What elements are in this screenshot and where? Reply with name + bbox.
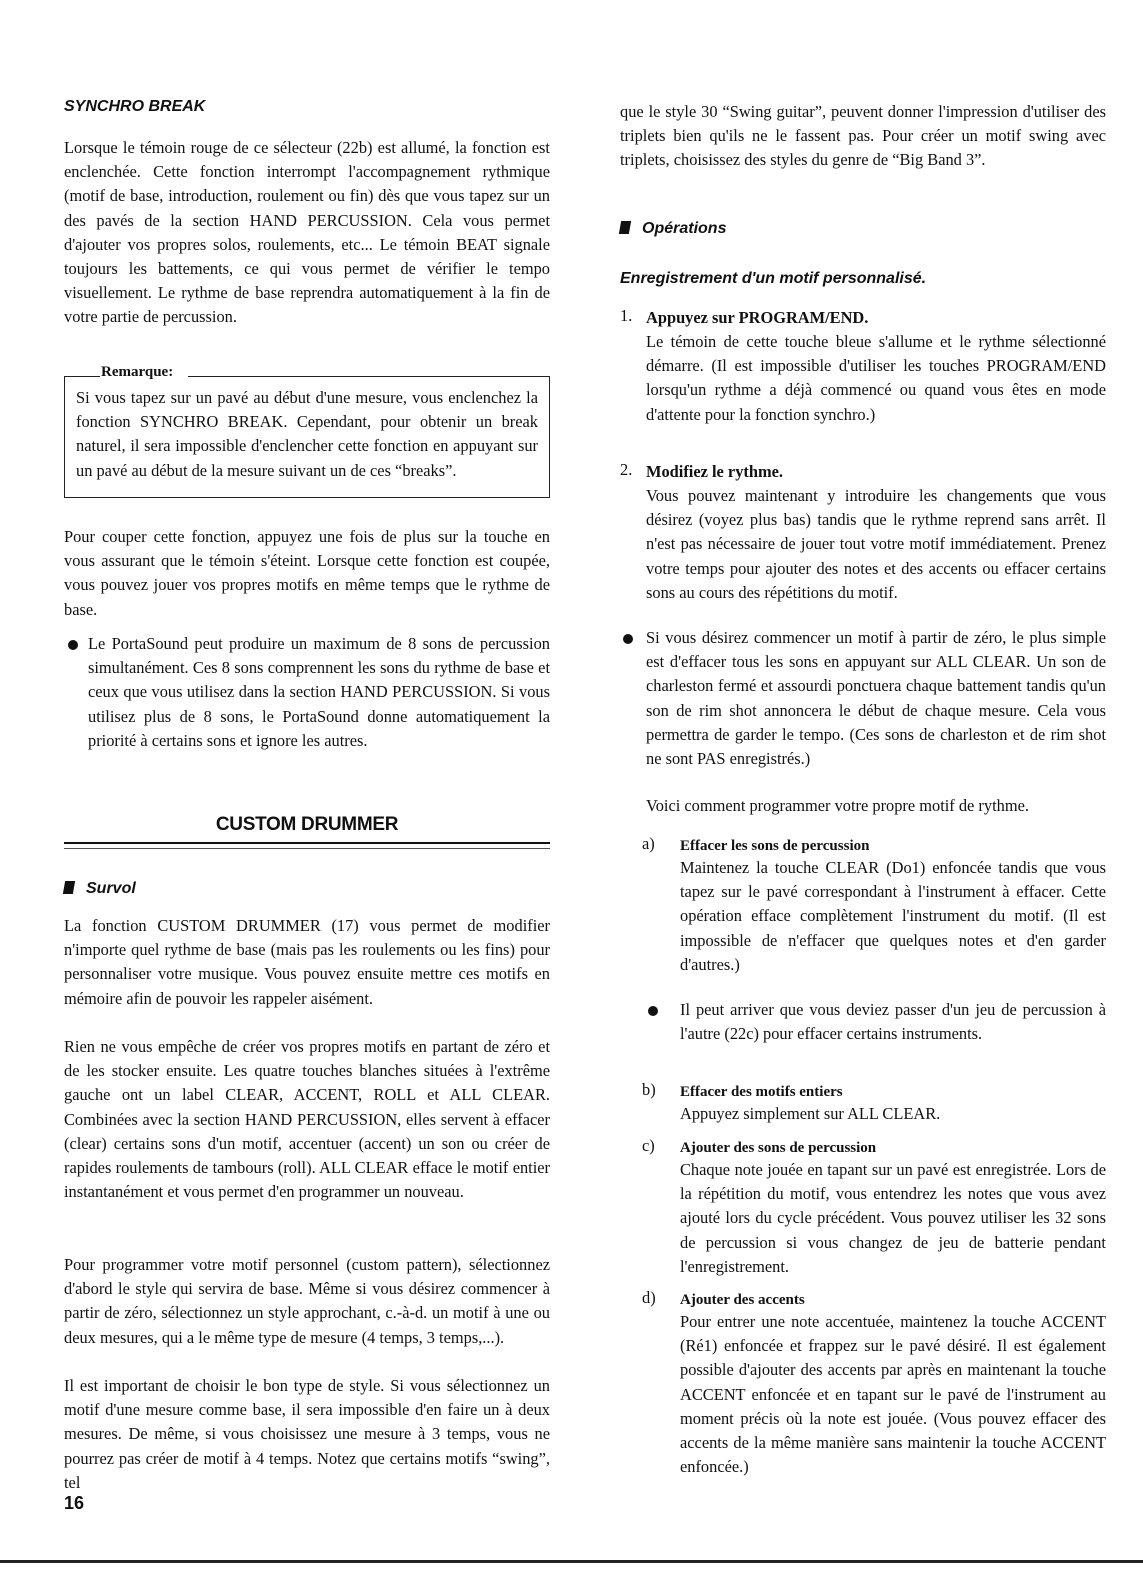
page-number: 16	[64, 1493, 85, 1513]
item-d-label: d)	[642, 1288, 656, 1307]
item-c-text: Chaque note jouée en tapant sur un pavé est enregistrée. Lors de la répétition du motif, vous entendrez les notes que vous avez ajouté lors du cycle précédent. Vous pouvez utiliser les 32 sons de percussion si vous changez de jeu de batterie pendant l'enregistrement.	[680, 1160, 1106, 1276]
all-clear-bullet-text: Si vous désirez commencer un motif à partir de zéro, le plus simple est d'effacer tous les sons en appuyant sur ALL CLEAR. Un son de charleston fermé et assourdi ponctuera chaque battement tandis qu'un son de rim shot annoncera le début de chaque mesure. Cela vous permettra de garder le tempo. (Ces sons de charleston et de rim shot ne sont PAS enregistrés.)	[646, 628, 1106, 769]
square-bullet-icon	[619, 221, 631, 234]
note-text: Si vous tapez sur un pavé au début d'une mesure, vous enclenchez la fonction SYNCHRO BREAK. Cependant, pour obtenir un break naturel, il sera impossible d'enclencher cette fonction en appuyant sur un pavé au début de la mesure suivant un de ces “breaks”.	[76, 388, 538, 480]
title-rule-thin	[64, 848, 550, 849]
survol-paragraph-2: Rien ne vous empêche de créer vos propres motifs en partant de zéro et de les stocker ensuite. Les quatre touches blanches situées à l'extrême gauche ont un label CLEAR, ACCENT, ROLL et ALL CLEAR. Combinées avec la section HAND PERCUSSION, elles servent à effacer (clear) certains sons d'un motif, accentuer (accent) un son ou créer de rapides roulements de tambours (roll). ALL CLEAR efface le motif entier instantanément et vous permet d'en programmer un nouveau.	[64, 1037, 550, 1202]
synchro-break-heading: SYNCHRO BREAK	[64, 98, 206, 115]
square-bullet-icon	[63, 881, 75, 894]
step-1-title: Appuyez sur PROGRAM/END.	[646, 308, 869, 327]
item-a-title: Effacer les sons de percussion	[680, 838, 870, 854]
kit-bullet-text: Il peut arriver que vous deviez passer d'un jeu de percussion à l'autre (22c) pour effacer certains instruments.	[680, 1000, 1106, 1044]
note-title: Remarque:	[101, 364, 174, 380]
survol-paragraph-3: Pour programmer votre motif personnel (custom pattern), sélectionnez d'abord le style qui servira de base. Même si vous désirez commencer à partir de zéro, sélectionnez un style approchant, c.-à-d. un motif à une ou deux mesures, qui a le même type de mesure (4 temps, 3 temps,...).	[64, 1255, 550, 1347]
page-bottom-rule	[0, 1560, 1143, 1563]
item-d-title: Ajouter des accents	[680, 1292, 805, 1308]
step-2-title: Modifiez le rythme.	[646, 462, 783, 481]
enregistrement-heading: Enregistrement d'un motif personnalisé.	[620, 270, 927, 287]
item-b-text: Appuyez simplement sur ALL CLEAR.	[680, 1104, 941, 1123]
item-c-title: Ajouter des sons de percussion	[680, 1140, 877, 1156]
note-box	[64, 362, 550, 498]
synchro-off-text: Pour couper cette fonction, appuyez une fois de plus sur la touche en vous assurant que le témoin s'éteint. Lorsque cette fonction est coupée, vous pouvez jouer vos propres motifs en même temps que le rythme de base.	[64, 527, 550, 619]
custom-drummer-title: CUSTOM DRUMMER	[215, 814, 399, 835]
synchro-break-text: Lorsque le témoin rouge de ce sélecteur (22b) est allumé, la fonction est enclenchée. Cette fonction interrompt l'accompagnement rythmique (motif de base, introduction, roulement ou fin) dès que vous tapez sur un des pavés de la section HAND PERCUSSION. Cela vous permet d'ajouter vos propres solos, roulements, etc... Le témoin BEAT signale toujours les battements, ce qui vous permet de vérifier le tempo visuellement. Le rythme de base reprendra automatiquement à la fin de votre partie de percussion.	[64, 138, 550, 327]
step-1-text: Le témoin de cette touche bleue s'allume et le rythme sélectionné démarre. (Il est impossible d'utiliser les touches PROGRAM/END lorsqu'un rythme a déjà commencé ou quand vous êtes en mode d'attente pour la fonction synchro.)	[646, 332, 1106, 424]
item-c-label: c)	[642, 1136, 655, 1155]
bullet-icon	[623, 634, 633, 644]
item-a-label: a)	[642, 834, 655, 853]
title-rule	[64, 842, 550, 844]
portasound-bullet-text: Le PortaSound peut produire un maximum de 8 sons de percussion simultanément. Ces 8 sons comprennent les sons du rythme de base et ceux que vous utilisez dans la section HAND PERCUSSION. Si vous utilisez plus de 8 sons, le PortaSound donne automatiquement la priorité à certains sons et ignore les autres.	[88, 634, 550, 750]
item-a-text: Maintenez la touche CLEAR (Do1) enfoncée tandis que vous tapez sur le pavé correspondant à l'instrument à effacer. Cette opération efface complètement l'instrument du motif. (Il est impossible de n'effacer que quelques notes et d'en garder d'autres.)	[680, 858, 1106, 974]
survol-paragraph-1: La fonction CUSTOM DRUMMER (17) vous permet de modifier n'importe quel rythme de base (mais pas les roulements ou les fins) pour personnaliser votre musique. Vous pouvez ensuite mettre ces motifs en mémoire afin de pouvoir les rappeler aisément.	[64, 916, 550, 1008]
bullet-icon	[68, 640, 78, 650]
item-d-text: Pour entrer une note accentuée, maintenez la touche ACCENT (Ré1) enfoncée et frappez sur le pavé désiré. Il est également possible d'ajouter des accents par après en maintenant la touche ACCENT enfoncée et en tapant sur le pavé de l'instrument au moment précis où la note est jouée. (Vous pouvez effacer des accents de la même manière sans maintenir la touche ACCENT enfoncée.)	[680, 1312, 1106, 1477]
voici-text: Voici comment programmer votre propre motif de rythme.	[646, 796, 1029, 815]
item-b-label: b)	[642, 1080, 656, 1099]
survol-heading: Survol	[64, 880, 136, 898]
bullet-icon	[648, 1006, 658, 1016]
operations-heading: Opérations	[620, 220, 726, 238]
step-2-text: Vous pouvez maintenant y introduire les changements que vous désirez (voyez plus bas) tandis que le rythme reprend sans arrêt. Il n'est pas nécessaire de jouer tout votre motif immédiatement. Prenez votre temps pour ajouter des notes et des accents ou effacer certains sons au cours des répétitions du motif.	[646, 486, 1106, 602]
step-2-number: 2.	[620, 460, 633, 479]
swing-continuation-text: que le style 30 “Swing guitar”, peuvent donner l'impression d'utiliser des triplets bien qu'ils ne le fassent pas. Pour créer un motif swing avec triplets, choisissez des styles du genre de “Big Band 3”.	[620, 102, 1106, 170]
step-1-number: 1.	[620, 306, 633, 325]
survol-paragraph-4: Il est important de choisir le bon type de style. Si vous sélectionnez un motif d'une mesure comme base, il sera impossible d'en faire un à deux mesures. De même, si vous choisissez une mesure à 3 temps, vous ne pourrez pas créer de motif à 4 temps. Notez que certains motifs “swing”, tel	[64, 1376, 550, 1492]
item-b-title: Effacer des motifs entiers	[680, 1084, 843, 1100]
